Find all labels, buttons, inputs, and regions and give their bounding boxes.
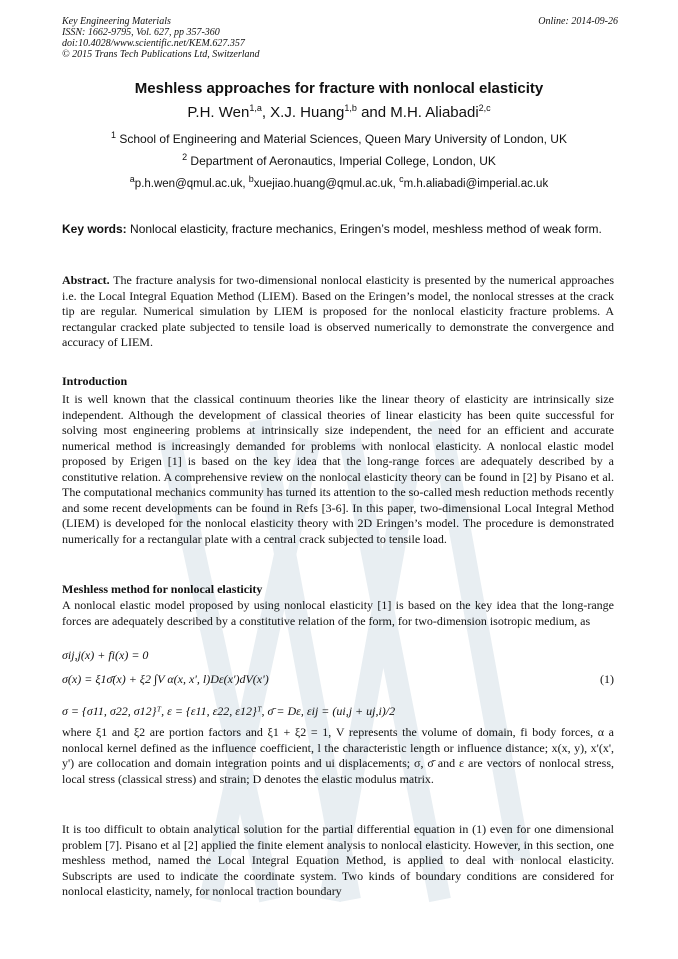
body-paragraph: It is too difficult to obtain analytical solution for the partial differential equation in (1) even for one dimensional problem [7]. Pisano et al [2] applied the finite element analysis to nonlocal elasticity. However, in this section, one meshless method, named the Local Integral Equation Method, is applied to deal with nonlocal elasticity. Subscripts are used to indicate the coordinate system. Two kinds of boundary conditions are considered for nonlocal elasticity, namely, for nonlocal traction boundary [62,822,614,898]
equation-equilibrium: σij,j(x) + fi(x) = 0 [62,648,149,662]
introduction-text: It is well known that the classical continuum theories like the linear theory of elasticity are intrinsically size independent. Although the development of classical theories of linear elasticity has been quite successful for solving most engineering problems at intrinsically size independent, the need for an efficient and accurate numerical method is increasingly demanded for problems with nonlocal elasticity. A nonlocal elastic model proposed by Erigen [1] is based on the key idea that the long-range forces are adequately described by a constitutive relation. A comprehensive review on the nonlocal elasticity theory can be found in [2] by Pisano et al. The computational mechanics community has turned its attention to the so-called mesh reduction methods recently and some recent developments can be found in Refs [3-6]. In this paper, two-dimensional Local Integral Method (LIEM) is developed for the nonlocal elasticity theory with 2D Eringen’s model. The procedure is demonstrated numerically for a rectangular plate with a central crack subjected to tensile load. [62,392,614,546]
author-affil-sup: 1,a [249,103,262,113]
where-paragraph: where ξ1 and ξ2 are portion factors and ξ1 + ξ2 = 1, V represents the volume of domain, fi body forces, α a nonlocal kernel defined as the influence coefficient, l the characteristic length or influence distance; x(x, y), x'(x', y') are collocation and domain integration points and ui displacements; σ, σ̄ and ε are vectors of nonlocal stress, local stress (classical stress) and strain; D denotes the elastic modulus matrix. [62,725,614,786]
affiliation-sup: 1 [111,130,117,140]
affiliation-1 [0,130,678,146]
abstract [62,273,614,351]
journal-name: Key Engineering Materials [62,16,171,27]
email-sup: b [248,174,254,184]
email-address: xuejiao.huang@qmul.ac.uk, [253,177,400,190]
copyright-line: © 2015 Trans Tech Publications Ltd, Switzerland [62,49,260,60]
section-text: A nonlocal elastic model proposed by using nonlocal elasticity [1] is based on the key idea that the long-range forces are adequately described by a constitutive relation of the form, for two-dimension isotropic medium, as [62,598,614,628]
author-name: M.H. Aliabadi [390,104,479,121]
introduction-heading: Introduction [62,374,128,388]
paper-title: Meshless approaches for fracture with nonlocal elasticity [134,80,544,97]
affiliation-text: School of Engineering and Material Sciences, Queen Mary University of London, UK [116,132,567,146]
author-list [0,103,678,121]
online-date: Online: 2014-09-26 [538,16,618,27]
author-affil-sup: 1,b [344,103,357,113]
author-separator: , [261,104,271,121]
abstract-label: Abstract. [62,273,110,287]
email-sup: c [399,174,404,184]
equation-definitions: σ = {σ11, σ22, σ12}ᵀ, ε = {ε11, ε22, ε12}ᵀ, σ̄ = Dε, εij = (ui,j + uj,i)/2 [62,704,396,718]
affiliation-text: Department of Aeronautics, Imperial College, London, UK [187,154,496,168]
keywords-label: Key words: [62,222,127,236]
keywords-text: Nonlocal elasticity, fracture mechanics, Eringen’s model, meshless method of weak form. [126,222,602,236]
issn-line: ISSN: 1662-9795, Vol. 627, pp 357-360 [62,27,220,38]
author-name: X.J. Huang [270,104,345,121]
journal-header [62,16,618,60]
author-name: P.H. Wen [187,104,250,121]
email-list [0,174,678,190]
email-address: p.h.wen@qmul.ac.uk, [134,177,249,190]
email-address: m.h.aliabadi@imperial.ac.uk [403,177,549,190]
affiliation-2 [0,152,678,168]
section-heading: Meshless method for nonlocal elasticity [62,582,263,596]
abstract-text: The fracture analysis for two-dimensional nonlocal elasticity is presented by the numerical approaches i.e. the Local Integral Equation Method (LIEM). Based on the Eringen’s model, the nonlocal stresses at the crack tip are regular. Numerical simulation by LIEM is proposed for the nonlocal elasticity fracture problems. A rectangular cracked plate subjected to tensile load is observed numerically to demonstrate the convergence and accuracy of LIEM. [62,273,614,349]
author-affil-sup: 2,c [478,103,491,113]
email-sup: a [129,174,135,184]
author-separator: and [356,104,391,121]
equation-nonlocal-stress: σ(x) = ξ1σ̄(x) + ξ2 ∫V α(x, x', l)Dε(x')dV(x') [62,672,269,686]
equation-number: (1) [600,672,614,686]
keywords [62,222,614,238]
affiliation-sup: 2 [182,152,188,162]
doi-line: doi:10.4028/www.scientific.net/KEM.627.357 [62,38,245,49]
